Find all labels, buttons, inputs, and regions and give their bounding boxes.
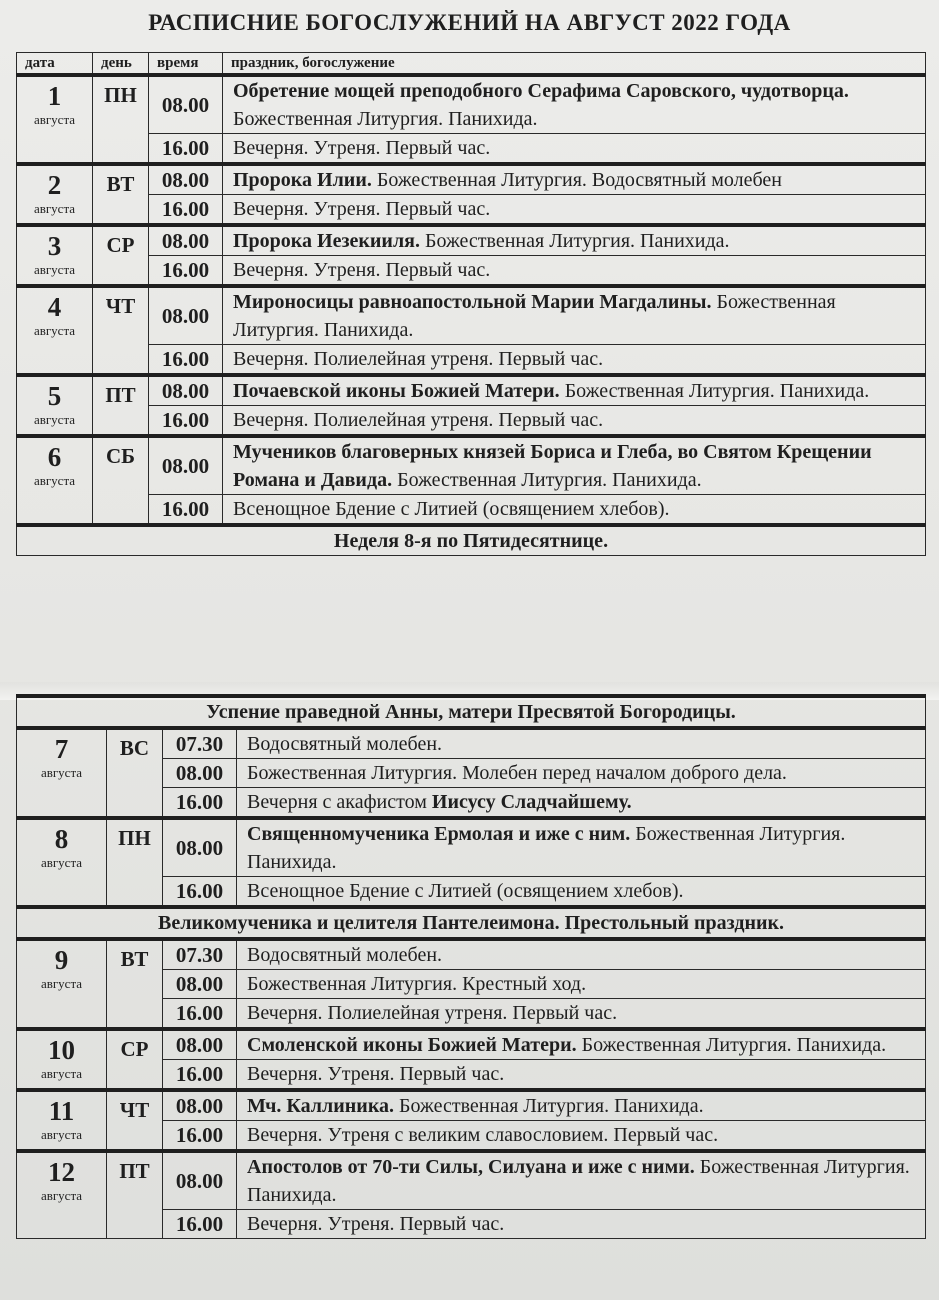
service-text: Божественная Литургия. Водосвятный молебен	[371, 169, 782, 191]
schedule-row	[17, 286, 926, 345]
feast-name: Мч. Каллиника.	[247, 1095, 395, 1117]
date-cell	[17, 939, 107, 1029]
service-time: 16.00	[163, 999, 237, 1030]
header-day: день	[93, 53, 149, 76]
service-time: 16.00	[163, 788, 237, 819]
date-cell	[17, 1029, 107, 1090]
weekday-cell: ЧТ	[93, 286, 149, 375]
service-description	[223, 256, 926, 287]
weekday-cell: ВТ	[93, 164, 149, 225]
service-time: 16.00	[163, 877, 237, 908]
feast-name: Обретение мощей преподобного Серафима Саровского, чудотворца.	[233, 80, 849, 102]
schedule-row	[17, 728, 926, 759]
service-time: 16.00	[163, 1121, 237, 1152]
feast-name: Иисусу Сладчайшему.	[431, 791, 632, 813]
date-month: августа	[40, 1188, 83, 1203]
service-description	[237, 1210, 926, 1239]
service-time: 08.00	[163, 970, 237, 999]
date-month: августа	[33, 262, 76, 277]
date-cell	[17, 75, 93, 164]
date-cell	[17, 286, 93, 375]
service-description	[237, 728, 926, 759]
header-time: время	[149, 53, 223, 76]
schedule-row	[17, 375, 926, 406]
date-month: августа	[40, 855, 83, 870]
service-description	[223, 406, 926, 437]
banner-row	[17, 907, 926, 939]
weekday-cell: ВТ	[107, 939, 163, 1029]
banner-text: Успение праведной Анны, матери Пресвятой Богородицы.	[17, 696, 926, 728]
service-text: Вечерня. Утреня. Первый час.	[247, 1213, 505, 1235]
date-cell	[17, 225, 93, 286]
feast-name: Смоленской иконы Божией Матери.	[247, 1034, 577, 1056]
service-time: 07.30	[163, 939, 237, 970]
service-time: 08.00	[149, 286, 223, 345]
schedule-row	[17, 134, 926, 165]
date-month: августа	[33, 412, 76, 427]
date-month: августа	[40, 1127, 83, 1142]
service-text: Вечерня. Утреня. Первый час.	[233, 137, 491, 159]
weekday-cell: СР	[93, 225, 149, 286]
service-text: Божественная Литургия. Панихида.	[233, 291, 836, 341]
service-description	[223, 195, 926, 226]
service-time: 08.00	[149, 436, 223, 495]
weekday-cell: СБ	[93, 436, 149, 525]
service-description	[237, 788, 926, 819]
feast-name: Пророка Иезекииля.	[233, 230, 420, 252]
service-time: 16.00	[149, 134, 223, 165]
date-number: 2	[47, 170, 62, 200]
date-cell	[17, 436, 93, 525]
service-description	[237, 939, 926, 970]
schedule-row	[17, 495, 926, 526]
service-text: Божественная Литургия. Панихида.	[233, 108, 538, 130]
schedule-row	[17, 1029, 926, 1060]
service-description	[237, 759, 926, 788]
service-text: Божественная Литургия. Панихида.	[559, 380, 870, 402]
service-description	[237, 1090, 926, 1121]
banner-text: Неделя 8-я по Пятидесятнице.	[17, 525, 926, 556]
service-description	[237, 1121, 926, 1152]
service-description	[223, 495, 926, 526]
service-text: Божественная Литургия. Панихида.	[247, 823, 846, 873]
date-number: 6	[47, 442, 62, 472]
service-text: Божественная Литургия. Крестный ход.	[247, 973, 587, 995]
date-month: августа	[33, 201, 76, 216]
schedule-table-top	[16, 52, 926, 556]
service-text: Вечерня. Утреня. Первый час.	[233, 198, 491, 220]
date-month: августа	[33, 323, 76, 338]
feast-name: Мироносицы равноапостольной Марии Магдалины.	[233, 291, 712, 313]
weekday-cell: ПН	[93, 75, 149, 164]
service-time: 16.00	[163, 1210, 237, 1239]
service-description	[223, 164, 926, 195]
header-service: праздник, богослужение	[223, 53, 926, 76]
service-time: 08.00	[149, 164, 223, 195]
service-description	[223, 375, 926, 406]
service-text: Божественная Литургия. Панихида.	[247, 1156, 910, 1206]
schedule-row	[17, 406, 926, 437]
schedule-row	[17, 818, 926, 877]
service-text: Божественная Литургия. Панихида.	[394, 1095, 704, 1117]
service-text: Вечерня. Полиелейная утреня. Первый час.	[247, 1002, 618, 1024]
service-time: 07.30	[163, 728, 237, 759]
service-text: Вечерня. Утреня. Первый час.	[247, 1063, 505, 1085]
weekday-cell: ВС	[107, 728, 163, 818]
date-number: 1	[47, 81, 62, 111]
service-time: 16.00	[149, 195, 223, 226]
schedule-row	[17, 75, 926, 134]
schedule-table-bottom	[16, 694, 926, 1239]
schedule-row	[17, 345, 926, 376]
service-text: Божественная Литургия. Панихида.	[392, 469, 702, 491]
service-description	[237, 1060, 926, 1091]
service-description	[223, 134, 926, 165]
date-cell	[17, 1151, 107, 1239]
service-time: 08.00	[163, 1151, 237, 1210]
service-description	[237, 1151, 926, 1210]
date-number: 9	[54, 945, 69, 975]
service-text: Божественная Литургия. Молебен перед началом доброго дела.	[247, 762, 787, 784]
service-text: Божественная Литургия. Панихида.	[419, 230, 730, 252]
service-time: 08.00	[149, 225, 223, 256]
service-text: Вечерня. Полиелейная утреня. Первый час.	[233, 409, 604, 431]
date-number: 4	[47, 292, 62, 322]
service-description	[223, 286, 926, 345]
schedule-row	[17, 1090, 926, 1121]
feast-name: Почаевской иконы Божией Матери.	[233, 380, 560, 402]
schedule-row	[17, 939, 926, 970]
schedule-row	[17, 436, 926, 495]
service-text: Божественная Литургия. Панихида.	[576, 1034, 887, 1056]
service-time: 16.00	[149, 406, 223, 437]
date-cell	[17, 1090, 107, 1151]
service-description	[237, 818, 926, 877]
weekday-cell: ПТ	[93, 375, 149, 436]
service-time: 08.00	[163, 1090, 237, 1121]
service-time: 08.00	[163, 818, 237, 877]
service-text: Всенощное Бдение с Литией (освящением хлебов).	[247, 880, 684, 902]
service-time: 08.00	[163, 1029, 237, 1060]
date-month: августа	[40, 1066, 83, 1081]
schedule-row	[17, 225, 926, 256]
date-number: 12	[48, 1157, 75, 1187]
date-cell	[17, 375, 93, 436]
date-number: 3	[47, 231, 62, 261]
date-cell	[17, 164, 93, 225]
schedule-row	[17, 195, 926, 226]
service-time: 16.00	[149, 495, 223, 526]
service-text: Вечерня. Полиелейная утреня. Первый час.	[233, 348, 604, 370]
page-title: РАСПИСНИЕ БОГОСЛУЖЕНИЙ НА АВГУСТ 2022 ГОДА	[148, 10, 791, 35]
date-number: 11	[48, 1096, 75, 1126]
feast-name: Апостолов от 70-ти Силы, Силуана и иже с ними.	[247, 1156, 695, 1178]
date-month: августа	[40, 976, 83, 991]
service-description	[237, 1029, 926, 1060]
schedule-row	[17, 164, 926, 195]
date-cell	[17, 728, 107, 818]
header-row	[17, 53, 926, 76]
banner-row	[17, 525, 926, 556]
service-time: 16.00	[149, 256, 223, 287]
date-number: 10	[48, 1035, 75, 1065]
service-description	[223, 75, 926, 134]
banner-text: Великомученика и целителя Пантелеимона. Престольный праздник.	[17, 907, 926, 939]
feast-name: Пророка Илии.	[233, 169, 372, 191]
service-description	[237, 999, 926, 1030]
date-number: 8	[54, 824, 69, 854]
feast-name: Мучеников благоверных князей Бориса и Глеба, во Святом Крещении Романа и Давида.	[233, 441, 872, 491]
weekday-cell: ПН	[107, 818, 163, 907]
service-description	[237, 970, 926, 999]
service-text: Вечерня. Утреня с великим славословием. Первый час.	[247, 1124, 719, 1146]
date-month: августа	[33, 112, 76, 127]
date-cell	[17, 818, 107, 907]
service-time: 16.00	[149, 345, 223, 376]
service-text: Вечерня с акафистом	[247, 791, 432, 813]
service-description	[237, 877, 926, 908]
date-number: 5	[47, 381, 62, 411]
date-month: августа	[40, 765, 83, 780]
service-time: 08.00	[149, 75, 223, 134]
weekday-cell: ПТ	[107, 1151, 163, 1239]
service-text: Водосвятный молебен.	[247, 733, 443, 755]
feast-name: Священномученика Ермолая и иже с ним.	[247, 823, 631, 845]
service-time: 08.00	[163, 759, 237, 788]
banner-row	[17, 696, 926, 728]
weekday-cell: СР	[107, 1029, 163, 1090]
service-time: 16.00	[163, 1060, 237, 1091]
service-time: 08.00	[149, 375, 223, 406]
service-description	[223, 225, 926, 256]
weekday-cell: ЧТ	[107, 1090, 163, 1151]
schedule-row	[17, 256, 926, 287]
service-text: Вечерня. Утреня. Первый час.	[233, 259, 491, 281]
service-text: Всенощное Бдение с Литией (освящением хлебов).	[233, 498, 670, 520]
schedule-row	[17, 1151, 926, 1210]
service-description	[223, 345, 926, 376]
service-description	[223, 436, 926, 495]
service-text: Водосвятный молебен.	[247, 944, 443, 966]
date-number: 7	[54, 734, 69, 764]
header-date: дата	[17, 53, 93, 76]
date-month: августа	[33, 473, 76, 488]
